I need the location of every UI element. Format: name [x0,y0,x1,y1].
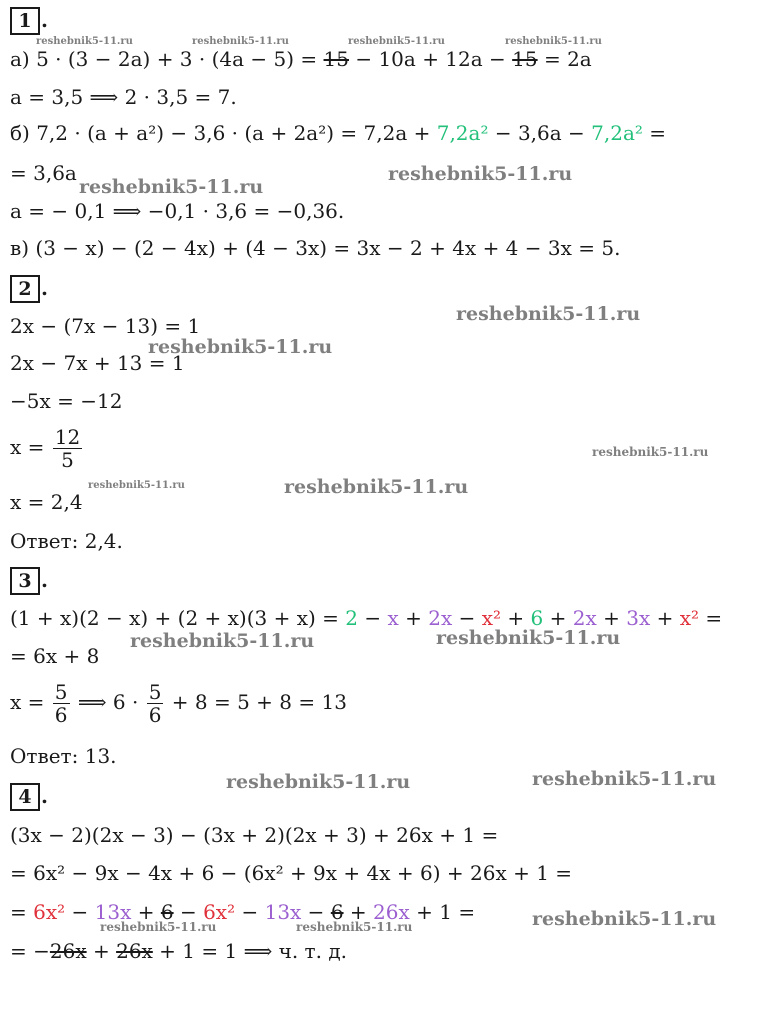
task-number-dot: . [41,276,48,300]
watermark: reshebnik5-11.ru [388,163,573,185]
solution-line: a = 3,5 ⟹ 2 · 3,5 = 7. [10,85,237,109]
solution-line: = 3,6a [10,161,77,185]
task-number-dot: . [41,568,48,592]
highlighted-term: 7,2a² [591,121,643,145]
watermark: reshebnik5-11.ru [532,768,717,790]
task-number-3: 3 [10,567,40,595]
solution-line: (1 + x)(2 − x) + (2 + x)(3 + x) = 2 − x + 2x − x² + 6 + 2x + 3x + x² = [10,606,723,630]
solution-line: б) 7,2 · (a + a²) − 3,6 · (a + 2a²) = 7,2a + 7,2a² − 3,6a − 7,2a² = [10,121,667,145]
solution-line: = 6x + 8 [10,644,100,668]
task-number-1: 1 [10,7,40,35]
solution-line: (3x − 2)(2x − 3) − (3x + 2)(2x + 3) + 26x + 1 = [10,823,499,847]
watermark: reshebnik5-11.ru [148,336,333,358]
solution-line: x = $\frac{5}{6}$ ⟹ 6 · $\frac{5}{6}$ + 8 = 5 + 8 = 13 [10,680,347,727]
watermark: reshebnik5-11.ru [226,771,411,793]
watermark: reshebnik5-11.ru [505,36,602,47]
solution-line: = 6x² − 13x + 6 − 6x² − 13x − 6 + 26x + 1 = [10,900,476,924]
watermark: reshebnik5-11.ru [79,176,264,198]
watermark: reshebnik5-11.ru [456,303,641,325]
cancelled-term: 15 [323,47,349,71]
watermark: reshebnik5-11.ru [88,480,185,491]
fraction: $\frac{5}{6}$ [148,680,162,727]
task-number-4: 4 [10,783,40,811]
solution-line: 2x − 7x + 13 = 1 [10,351,185,375]
solution-line: x = 2,4 [10,490,83,514]
watermark: reshebnik5-11.ru [192,36,289,47]
cancelled-term: 15 [512,47,538,71]
answer-line: Ответ: 2,4. [10,529,123,553]
solution-line: −5x = −12 [10,389,123,413]
watermark: reshebnik5-11.ru [592,445,709,459]
watermark: reshebnik5-11.ru [100,920,217,934]
watermark: reshebnik5-11.ru [296,920,413,934]
watermark: reshebnik5-11.ru [348,36,445,47]
solution-line: а) 5 · (3 − 2a) + 3 · (4a − 5) = 15 − 10a + 12a − 15 = 2a [10,47,592,71]
fraction: $\frac{12}{5}$ [54,425,81,472]
watermark: reshebnik5-11.ru [130,630,315,652]
solution-line: x = $\frac{12}{5}$ [10,425,81,472]
task-number-dot: . [41,8,48,32]
highlighted-term: 7,2a² [436,121,489,145]
solution-line: a = − 0,1 ⟹ −0,1 · 3,6 = −0,36. [10,199,345,223]
solution-line: 2x − (7x − 13) = 1 [10,314,201,338]
watermark: reshebnik5-11.ru [436,627,621,649]
answer-line: Ответ: 13. [10,744,117,768]
fraction: $\frac{5}{6}$ [54,680,68,727]
solution-line: в) (3 − x) − (2 − 4x) + (4 − 3x) = 3x − 2 + 4x + 4 − 3x = 5. [10,236,621,260]
solution-line: = 6x² − 9x − 4x + 6 − (6x² + 9x + 4x + 6) + 26x + 1 = [10,861,573,885]
watermark: reshebnik5-11.ru [284,476,469,498]
solution-line: = −26x + 26x + 1 = 1 ⟹ ч. т. д. [10,939,347,963]
task-number-2: 2 [10,275,40,303]
task-number-dot: . [41,784,48,808]
watermark: reshebnik5-11.ru [532,908,717,930]
watermark: reshebnik5-11.ru [36,36,133,47]
